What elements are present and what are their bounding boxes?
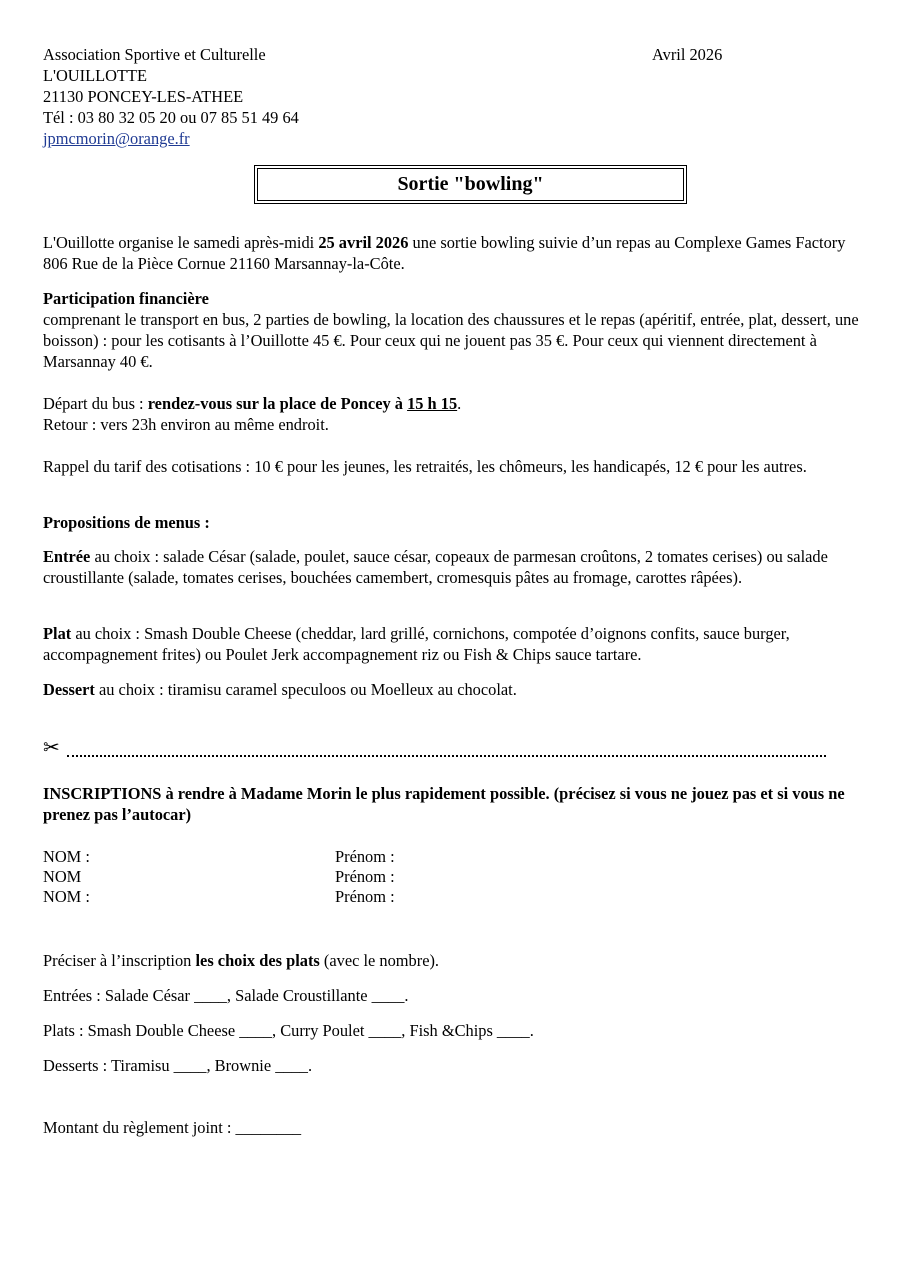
dessert-text: au choix : tiramisu caramel speculoos ou Moelleux au chocolat.: [94, 680, 517, 699]
entree-text: au choix : salade César (salade, poulet, sauce césar, copeaux de parmesan croûtons, 2 tomates cerises) ou salade croustillante (salade, tomates cerises, bouchées camembert, cromesquis pâtes au fromage, carottes râpées).: [43, 547, 828, 587]
depart-line: [43, 393, 863, 414]
desserts-choice: Desserts : Tiramisu ____, Brownie ____.: [43, 1056, 313, 1075]
nom-label-3: NOM :: [43, 887, 90, 906]
montant-line: Montant du règlement joint : ________: [43, 1118, 302, 1137]
intro-paragraph: [43, 232, 863, 274]
intro-text-1: L'Ouillotte organise le samedi après-midi: [43, 233, 319, 252]
plat-text: au choix : Smash Double Cheese (cheddar, lard grillé, cornichons, compotée d’oignons confits, sauce burger, accompagnement frites) ou Poulet Jerk accompagnement riz ou Fish & Chips sauce tartare.: [43, 624, 790, 664]
participation-text: comprenant le transport en bus, 2 parties de bowling, la location des chaussures et le repas (apéritif, entrée, plat, dessert, une boisson) : pour les cotisants à l’Ouillotte 45 €. Pour ceux qui ne jouent pas 35 €. Pour ceux qui viennent directement à Marsannay 40 €.: [43, 310, 859, 371]
dotted-separator: [67, 755, 826, 757]
nom-label-1: NOM :: [43, 847, 90, 866]
depart-label: Départ du bus :: [43, 394, 148, 413]
org-club: L'OUILLOTTE: [43, 66, 147, 85]
preciser-text-2: (avec le nombre).: [319, 951, 440, 970]
page-title: Sortie "bowling": [397, 173, 544, 195]
preciser-bold: les choix des plats: [195, 951, 320, 970]
plat-label: Plat: [43, 624, 72, 643]
date: Avril 2026: [652, 45, 723, 64]
cut-line: [43, 737, 826, 760]
intro-date: 25 avril 2026: [318, 233, 409, 252]
rappel-text: Rappel du tarif des cotisations : 10 € pour les jeunes, les retraités, les chômeurs, les handicapés, 12 € pour les autres.: [43, 457, 807, 476]
preciser-line: [43, 950, 863, 971]
depart-end: .: [457, 394, 462, 413]
org-phone: Tél : 03 80 32 05 20 ou 07 85 51 49 64: [43, 108, 299, 127]
menu-plat: [43, 623, 863, 665]
prenom-label-3: Prénom :: [335, 887, 395, 906]
depart-meeting: rendez-vous sur la place de Poncey à: [147, 394, 408, 413]
participation-heading: Participation financière: [43, 289, 209, 308]
email-link[interactable]: jpmcmorin@orange.fr: [43, 129, 190, 148]
preciser-text-1: Préciser à l’inscription: [43, 951, 196, 970]
intro-text-2: une sortie bowling suivie d’un repas au Complexe Games Factory 806 Rue de la Pièce Cornue 21160 Marsannay-la-Côte.: [43, 233, 846, 273]
prenom-label-2: Prénom :: [335, 867, 395, 886]
scissors-icon: ✂: [43, 737, 60, 759]
menu-dessert: [43, 679, 863, 700]
inscriptions-heading: INSCRIPTIONS à rendre à Madame Morin le plus rapidement possible. (précisez si vous ne jouez pas et si vous ne prenez pas l’autocar): [43, 784, 845, 824]
org-address: 21130 PONCEY-LES-ATHEE: [43, 87, 244, 106]
retour-line: Retour : vers 23h environ au même endroit.: [43, 415, 329, 434]
title-box: [257, 168, 684, 201]
dessert-label: Dessert: [43, 680, 95, 699]
depart-time: 15 h 15: [407, 394, 458, 413]
entree-label: Entrée: [43, 547, 91, 566]
menus-heading: Propositions de menus :: [43, 513, 210, 532]
plats-choice: Plats : Smash Double Cheese ____, Curry Poulet ____, Fish &Chips ____.: [43, 1021, 534, 1040]
org-name: Association Sportive et Culturelle: [43, 45, 266, 64]
entrees-choice: Entrées : Salade César ____, Salade Croustillante ____.: [43, 986, 409, 1005]
prenom-label-1: Prénom :: [335, 847, 395, 866]
nom-label-2: NOM: [43, 867, 82, 886]
menu-entree: [43, 546, 863, 588]
